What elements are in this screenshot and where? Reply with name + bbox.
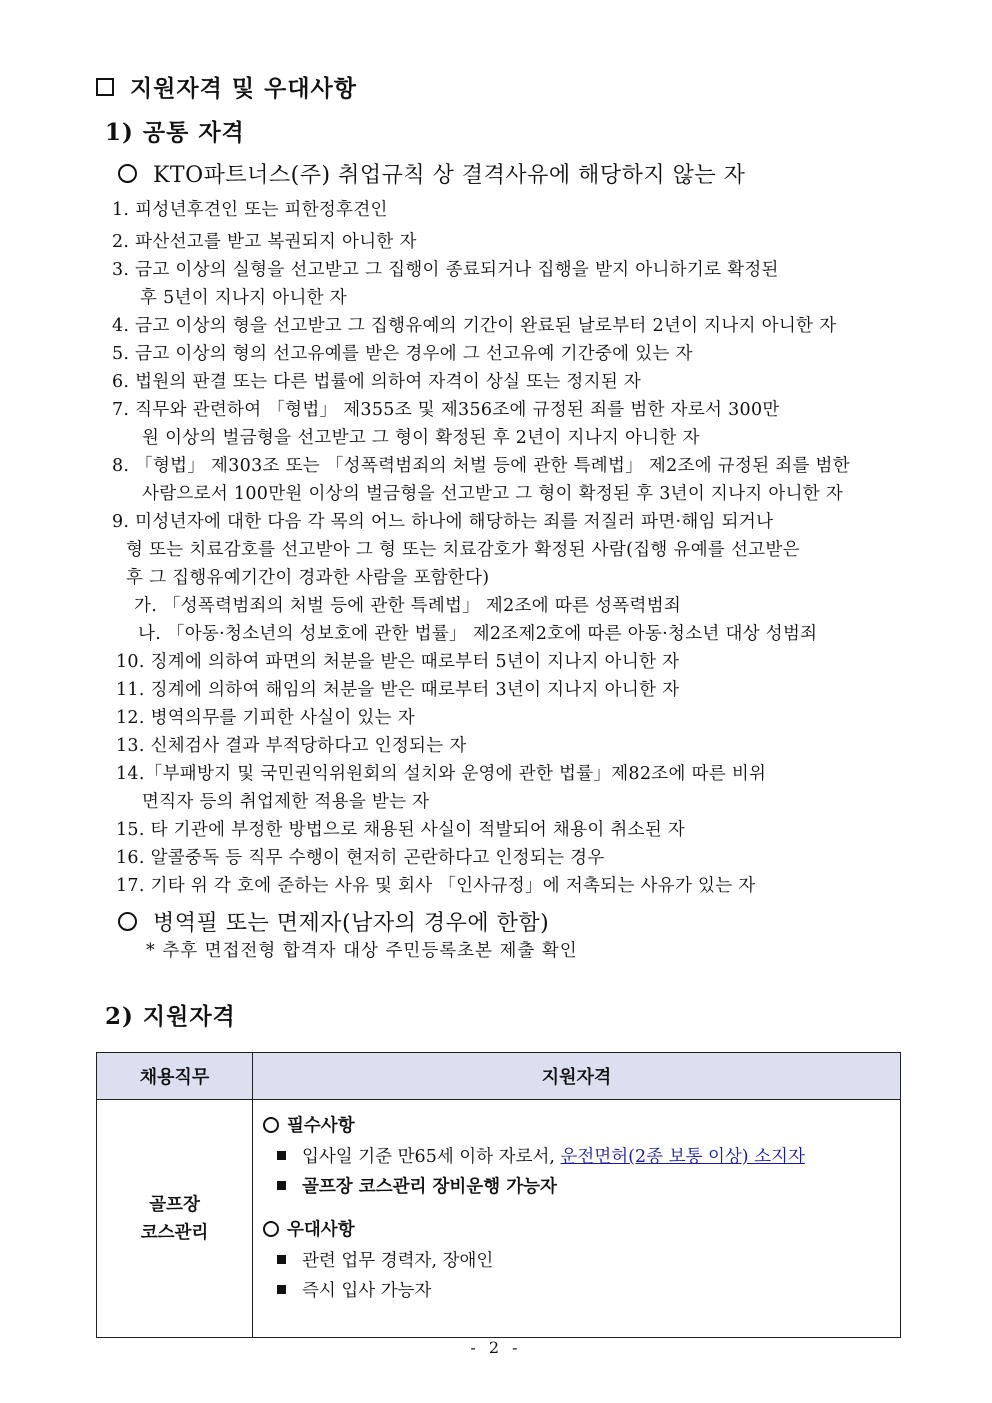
- list-item: 11. 징계에 의하여 해임의 처분을 받은 때로부터 3년이 지나지 아니한 자: [116, 680, 680, 700]
- list-item-continuation: 면직자 등의 취업제한 적용을 받는 자: [142, 792, 430, 812]
- preferred-item-text: 즉시 입사 가능자: [302, 1281, 432, 1301]
- list-item: 17. 기타 위 각 호에 준하는 사유 및 회사 「인사규정」에 저촉되는 사유가 있는 자: [116, 876, 756, 896]
- required-item-text: 골프장 코스관리 장비운행 가능자: [302, 1177, 557, 1197]
- list-item: 12. 병역의무를 기피한 사실이 있는 자: [116, 708, 415, 728]
- list-item: 5. 금고 이상의 형의 선고유예를 받은 경우에 그 선고유예 기간중에 있는 자: [112, 344, 693, 364]
- section1-sub2: [118, 906, 549, 937]
- list-item: 2. 파산선고를 받고 복권되지 아니한 자: [112, 232, 417, 252]
- required-item: [277, 1143, 890, 1168]
- column-header-qualification: 지원자격: [253, 1053, 901, 1100]
- list-item-continuation: 형 또는 치료감호를 선고받아 그 형 또는 치료감호가 확정된 사람(집행 유예를 선고받은: [126, 540, 800, 560]
- list-item-continuation: 사람으로서 100만원 이상의 벌금형을 선고받고 그 형이 확정된 후 3년이 지나지 아니한 자: [142, 484, 844, 504]
- list-item: 10. 징계에 의하여 파면의 처분을 받은 때로부터 5년이 지나지 아니한 자: [116, 652, 680, 672]
- list-item-continuation: 원 이상의 벌금형을 선고받고 그 형이 확정된 후 2년이 지나지 아니한 자: [142, 428, 700, 448]
- circle-bullet-icon: [263, 1117, 279, 1133]
- square-bullet-icon: [277, 1255, 286, 1264]
- job-line: 코스관리: [140, 1222, 209, 1243]
- job-cell: [97, 1100, 253, 1338]
- qualification-cell: [253, 1100, 901, 1338]
- list-item-continuation: 후 5년이 지나지 아니한 자: [140, 288, 347, 308]
- square-bullet-icon: [277, 1181, 286, 1190]
- checkbox-square-icon: [96, 78, 114, 96]
- table-row: [97, 1100, 901, 1338]
- square-bullet-icon: [277, 1285, 286, 1294]
- list-item: 15. 타 기관에 부정한 방법으로 채용된 사실이 적발되어 채용이 취소된 자: [116, 820, 686, 840]
- preferred-item: [277, 1247, 890, 1272]
- circle-bullet-icon: [118, 912, 137, 931]
- required-heading: [263, 1112, 890, 1137]
- list-item: 9. 미성년자에 대한 다음 각 목의 어느 하나에 해당하는 죄를 저질러 파면·해임 되거나: [112, 512, 774, 532]
- qualification-table: [96, 1052, 901, 1338]
- preferred-heading: [263, 1216, 890, 1241]
- required-item: [277, 1173, 890, 1198]
- section1-sub1-text: KTO파트너스(주) 취업규칙 상 결격사유에 해당하지 않는 자: [153, 163, 746, 188]
- column-header-job: 채용직무: [97, 1053, 253, 1100]
- list-item: 4. 금고 이상의 형을 선고받고 그 집행유예의 기간이 완료된 날로부터 2년이 지나지 아니한 자: [112, 316, 837, 336]
- main-heading: [96, 70, 357, 103]
- list-item: 14.「부패방지 및 국민권익위원회의 설치와 운영에 관한 법률」제82조에 따른 비위: [116, 764, 767, 784]
- list-subitem: 나. 「아동·청소년의 성보호에 관한 법률」 제2조제2호에 따른 아동·청소년 대상 성범죄: [138, 624, 818, 644]
- section1-title: 1) 공통 자격: [105, 119, 245, 146]
- list-subitem: 가. 「성폭력범죄의 처벌 등에 관한 특례법」 제2조에 따른 성폭력범죄: [134, 596, 682, 616]
- table-header-row: [97, 1053, 901, 1100]
- job-line: 골프장: [149, 1194, 200, 1215]
- preferred-heading-text: 우대사항: [287, 1220, 355, 1240]
- section1-sub1: [118, 158, 745, 189]
- list-item: 7. 직무와 관련하여 「형법」 제355조 및 제356조에 규정된 죄를 범한 자로서 300만: [112, 400, 780, 420]
- section2-title: 2) 지원자격: [105, 1003, 236, 1030]
- required-heading-text: 필수사항: [287, 1116, 355, 1136]
- section1-sub2-text: 병역필 또는 면제자(남자의 경우에 한함): [153, 911, 550, 936]
- required-item-text: [302, 1143, 805, 1168]
- list-item: 1. 피성년후견인 또는 피한정후견인: [112, 200, 388, 220]
- circle-bullet-icon: [263, 1221, 279, 1237]
- circle-bullet-icon: [118, 164, 137, 183]
- square-bullet-icon: [277, 1151, 286, 1160]
- preferred-item-text: 관련 업무 경력자, 장애인: [302, 1251, 494, 1271]
- list-item: 8. 「형법」 제303조 또는 「성폭력범죄의 처벌 등에 관한 특례법」 제2조에 규정된 죄를 범한: [112, 456, 850, 476]
- required-item-prefix: 입사일 기준 만65세 이하 자로서,: [302, 1147, 555, 1167]
- list-item: 13. 신체검사 결과 부적당하다고 인정되는 자: [116, 736, 467, 756]
- list-item: 16. 알콜중독 등 직무 수행이 현저히 곤란하다고 인정되는 경우: [116, 848, 605, 868]
- license-requirement-link: 운전면허(2종 보통 이상) 소지자: [560, 1147, 805, 1167]
- preferred-item: [277, 1277, 890, 1302]
- footnote: * 추후 면접전형 합격자 대상 주민등록초본 제출 확인: [146, 941, 578, 961]
- main-heading-text: 지원자격 및 우대사항: [130, 75, 357, 102]
- list-item: 6. 법원의 판결 또는 다른 법률에 의하여 자격이 상실 또는 정지된 자: [112, 372, 642, 392]
- page-number: - 2 -: [470, 1338, 522, 1357]
- list-item-continuation: 후 그 집행유예기간이 경과한 사람을 포함한다): [126, 568, 490, 588]
- list-item: 3. 금고 이상의 실형을 선고받고 그 집행이 종료되거나 집행을 받지 아니하기로 확정된: [112, 260, 779, 280]
